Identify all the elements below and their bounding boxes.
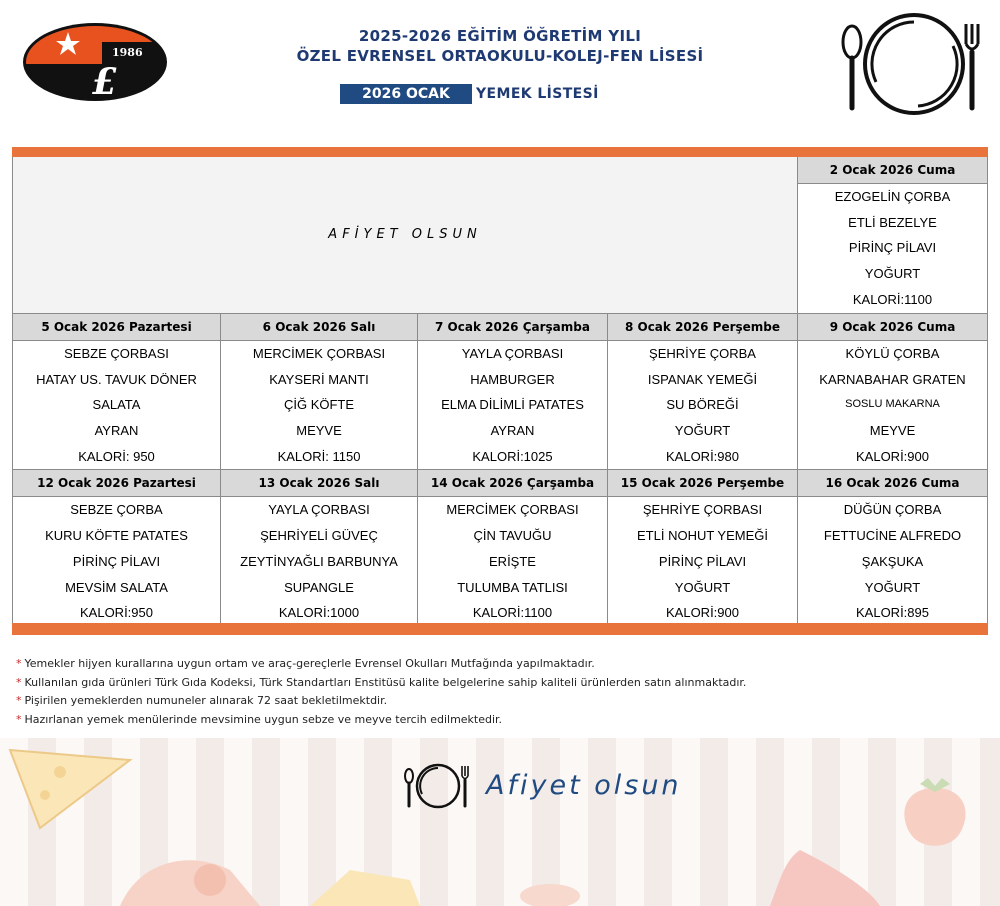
dish-item: AYRAN bbox=[94, 423, 139, 439]
dish-item: ÇİĞ KÖFTE bbox=[283, 397, 355, 413]
calorie-value: KALORİ:900 bbox=[666, 605, 739, 621]
calorie-value: KALORİ: 950 bbox=[78, 448, 155, 464]
table-bottom-bar bbox=[12, 623, 988, 635]
dish-item: ŞEHRİYE ÇORBA bbox=[649, 346, 756, 361]
dish-item: PİRİNÇ PİLAVI bbox=[658, 553, 747, 569]
dish-item: ISPANAK YEMEĞİ bbox=[647, 371, 758, 387]
dish-item: YOĞURT bbox=[674, 423, 731, 439]
dish-item: MEVSİM SALATA bbox=[65, 579, 168, 595]
dish-item: DÜĞÜN ÇORBA bbox=[843, 502, 942, 518]
table-top-bar bbox=[12, 147, 988, 157]
school-logo bbox=[22, 22, 168, 102]
dish-item: ETLİ BEZELYE bbox=[848, 214, 937, 230]
week1-row bbox=[13, 157, 987, 313]
calorie-value: KALORİ:1100 bbox=[852, 291, 933, 307]
dish-item: MERCİMEK ÇORBASI bbox=[252, 346, 386, 361]
dish-item: FETTUCİNE ALFREDO bbox=[823, 528, 962, 544]
dish-item: YAYLA ÇORBASI bbox=[461, 346, 564, 361]
menu-table bbox=[12, 157, 988, 626]
day-cell bbox=[221, 313, 418, 469]
food-decor-icon bbox=[120, 830, 880, 906]
title-school: ÖZEL EVRENSEL ORTAOKULU-KOLEJ-FEN LİSESİ bbox=[296, 47, 704, 65]
dish-item: PİRİNÇ PİLAVI bbox=[848, 240, 937, 256]
dish-item: EZOGELİN ÇORBA bbox=[834, 189, 951, 204]
dish-item: ÇİN TAVUĞU bbox=[473, 528, 552, 544]
day-cell bbox=[798, 469, 987, 625]
dish-item: KAYSERİ MANTI bbox=[269, 371, 369, 387]
day-header: 12 Ocak 2026 Pazartesi bbox=[13, 469, 220, 497]
day-header: 5 Ocak 2026 Pazartesi bbox=[13, 313, 220, 341]
title-year: 2025-2026 EĞİTİM ÖĞRETİM YILI bbox=[358, 27, 642, 45]
logo-glyph: £ bbox=[92, 61, 118, 102]
dish-item: SEBZE ÇORBASI bbox=[64, 346, 169, 361]
day-header: 16 Ocak 2026 Cuma bbox=[798, 469, 987, 497]
dish-item: ŞEHRİYE ÇORBASI bbox=[642, 502, 763, 518]
day-header: 6 Ocak 2026 Salı bbox=[221, 313, 417, 341]
day-cell bbox=[608, 469, 798, 625]
dish-item: TULUMBA TATLISI bbox=[457, 579, 568, 595]
cheese-icon bbox=[0, 740, 140, 830]
dish-item: MERCİMEK ÇORBASI bbox=[446, 502, 579, 518]
dish-item: SOSLU MAKARNA bbox=[845, 398, 940, 411]
footer-plate-icon bbox=[402, 760, 472, 812]
plate-cutlery-icon bbox=[838, 8, 988, 118]
dish-item: SEBZE ÇORBA bbox=[70, 502, 163, 518]
dish-item: HAMBURGER bbox=[470, 371, 555, 387]
day-header: 8 Ocak 2026 Perşembe bbox=[608, 313, 797, 341]
dish-item: YOĞURT bbox=[674, 579, 731, 595]
month-label: YEMEK LİSTESİ bbox=[476, 86, 599, 102]
dish-item: KURU KÖFTE PATATES bbox=[45, 528, 188, 544]
empty-days-block bbox=[13, 157, 798, 313]
month-row bbox=[340, 84, 599, 104]
day-header: 15 Ocak 2026 Perşembe bbox=[608, 469, 797, 497]
dish-item: KÖYLÜ ÇORBA bbox=[845, 346, 940, 361]
dish-item: ZEYTİNYAĞLI BARBUNYA bbox=[240, 553, 398, 569]
greeting-text: AFİYET OLSUN bbox=[328, 227, 482, 242]
month-badge: 2026 OCAK bbox=[340, 84, 472, 104]
day-cell bbox=[13, 313, 221, 469]
note-item: * Kullanılan gıda ürünleri Türk Gıda Kodeksi, Türk Standartları Enstitüsü kalite belgelerine sahip kaliteli ürünlerden satın alınmaktadır. bbox=[16, 675, 747, 689]
day-cell bbox=[608, 313, 798, 469]
dish-item: AYRAN bbox=[490, 423, 535, 439]
note-item: * Hazırlanan yemek menülerinde mevsimine uygun sebze ve meyve tercih edilmektedir. bbox=[16, 712, 503, 726]
calorie-value: KALORİ:895 bbox=[856, 605, 929, 621]
dish-item: MEYVE bbox=[296, 423, 342, 439]
note-item: * Yemekler hijyen kurallarına uygun ortam ve araç-gereçlerle Evrensel Okulları Mutfağında yapılmaktadır. bbox=[16, 657, 595, 670]
calorie-value: KALORİ:900 bbox=[856, 448, 929, 464]
calorie-value: KALORİ:1100 bbox=[472, 605, 553, 621]
dish-item: SU BÖREĞİ bbox=[666, 397, 739, 413]
dish-item: ŞAKŞUKA bbox=[861, 553, 924, 569]
dish-item: ELMA DİLİMLİ PATATES bbox=[441, 397, 584, 413]
calorie-value: KALORİ: 1150 bbox=[277, 448, 361, 464]
day-header: 13 Ocak 2026 Salı bbox=[221, 469, 417, 497]
dish-item: MEYVE bbox=[869, 423, 916, 439]
strawberry-icon bbox=[890, 768, 980, 858]
page-title bbox=[240, 26, 760, 66]
day-header: 9 Ocak 2026 Cuma bbox=[798, 313, 987, 341]
calorie-value: KALORİ:1000 bbox=[278, 605, 360, 621]
dish-item: KARNABAHAR GRATEN bbox=[819, 371, 966, 387]
dish-item: ETLİ NOHUT YEMEĞİ bbox=[637, 528, 768, 544]
dish-item: HATAY US. TAVUK DÖNER bbox=[36, 371, 197, 387]
footer-greeting: Afiyet olsun bbox=[486, 770, 682, 801]
day-header: 2 Ocak 2026 Cuma bbox=[798, 157, 987, 184]
day-cell bbox=[221, 469, 418, 625]
dish-item: SUPANGLE bbox=[284, 579, 354, 595]
day-header: 14 Ocak 2026 Çarşamba bbox=[418, 469, 607, 497]
dish-item: ŞEHRİYELİ GÜVEÇ bbox=[260, 528, 378, 544]
dish-item: ERİŞTE bbox=[489, 553, 536, 569]
dish-item: YOĞURT bbox=[864, 266, 921, 282]
dish-item: PİRİNÇ PİLAVI bbox=[72, 553, 161, 569]
day-cell bbox=[798, 157, 987, 313]
calorie-value: KALORİ:950 bbox=[80, 605, 153, 621]
day-cell bbox=[418, 469, 608, 625]
day-cell bbox=[798, 313, 987, 469]
day-cell bbox=[418, 313, 608, 469]
day-cell bbox=[13, 469, 221, 625]
day-header: 7 Ocak 2026 Çarşamba bbox=[418, 313, 607, 341]
calorie-value: KALORİ:980 bbox=[666, 448, 739, 464]
dish-item: SALATA bbox=[92, 397, 141, 413]
note-item: * Pişirilen yemeklerden numuneler alınarak 72 saat bekletilmektdir. bbox=[16, 694, 388, 707]
dish-item: YAYLA ÇORBASI bbox=[268, 502, 370, 518]
calorie-value: KALORİ:1025 bbox=[472, 448, 553, 464]
week3-row bbox=[13, 469, 987, 625]
notes-list bbox=[16, 655, 746, 729]
week2-row bbox=[13, 313, 987, 469]
logo-year: 1986 bbox=[112, 46, 143, 59]
dish-item: YOĞURT bbox=[864, 579, 921, 595]
